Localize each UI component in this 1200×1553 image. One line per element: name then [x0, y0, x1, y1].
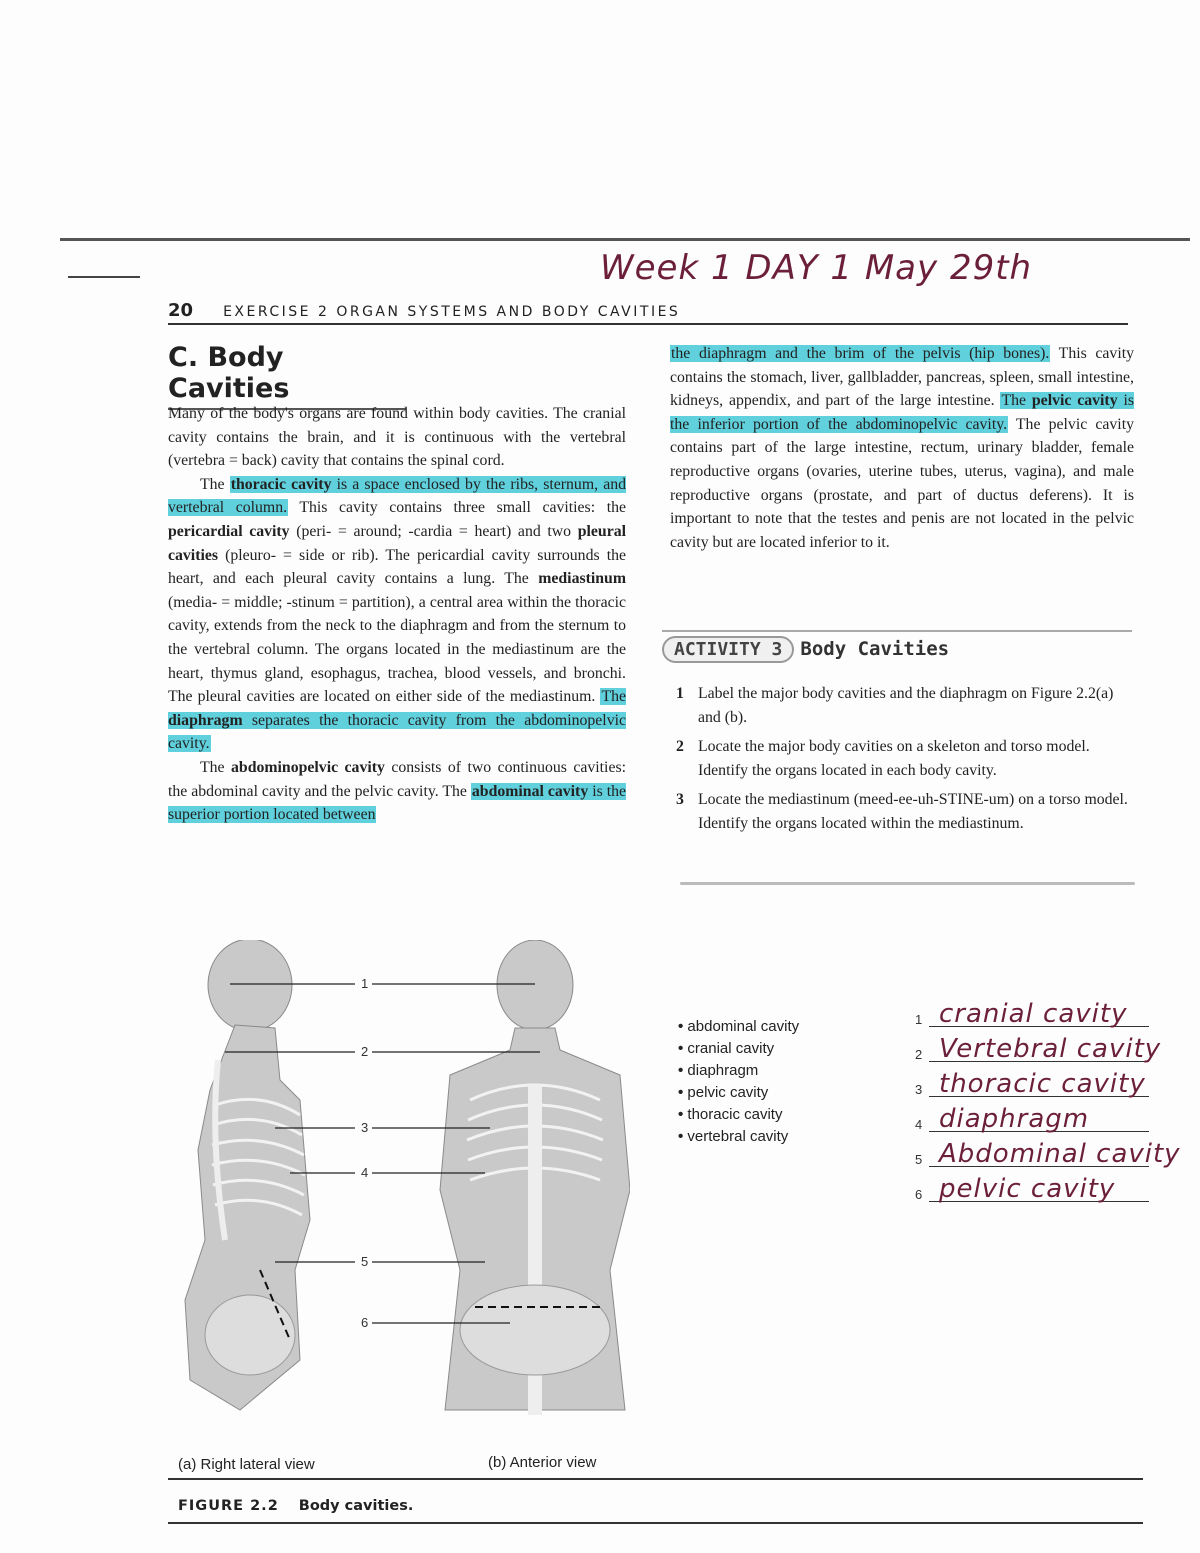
callout-number: 6: [361, 1315, 369, 1330]
handwritten-answer: thoracic cavity: [939, 1069, 1146, 1099]
callout-number: 1: [361, 976, 369, 991]
caption-lateral-view: (a) Right lateral view: [178, 1456, 315, 1473]
activity-steps: [676, 682, 1136, 842]
running-title: EXERCISE 2 ORGAN SYSTEMS AND BODY CAVITIES: [223, 304, 681, 320]
page-number: 20: [168, 300, 194, 321]
margin-mark: [68, 276, 140, 278]
text-column-left: [168, 402, 626, 827]
answer-blanks: [915, 996, 1181, 1206]
answer-row: 1 cranial cavity: [915, 996, 1175, 1031]
term-item: • vertebral cavity: [678, 1126, 799, 1148]
caption-anterior-view: (b) Anterior view: [488, 1454, 597, 1471]
callout-number: 5: [361, 1254, 369, 1269]
anterior-pelvis: [460, 1285, 610, 1375]
activity-header: [662, 630, 1132, 663]
highlight-abdominal: abdominal cavity is the superior portion located between: [168, 782, 627, 824]
activity-end-rule: [680, 882, 1135, 885]
term-list: [678, 1016, 799, 1148]
answer-row: 5 Abdominal cavity: [915, 1139, 1181, 1169]
figure-title: Body cavities.: [298, 1498, 414, 1514]
paragraph-intro: Many of the body's organs are found within body cavities. The cranial cavity contains the brain, and it is continuous with the vertebral (vertebra = back) cavity that contains the spinal cord.: [168, 405, 626, 470]
figure-label: FIGURE 2.2: [178, 1498, 279, 1514]
figure-rule-bottom: [168, 1522, 1143, 1524]
top-rule: [60, 238, 1190, 241]
answer-row: 2 Vertebral cavity: [915, 1034, 1162, 1064]
term-item: • thoracic cavity: [678, 1104, 799, 1126]
highlight-diaphragm-brim: the diaphragm and the brim of the pelvis (hip bones).: [671, 345, 1050, 362]
section-title: C. Body Cavities: [168, 342, 406, 410]
term-item: • cranial cavity: [678, 1038, 799, 1060]
handwritten-answer: diaphragm: [939, 1104, 1090, 1134]
text-column-right: [670, 342, 1134, 554]
activity-step: 1 Label the major body cavities and the diaphragm on Figure 2.2(a) and (b).: [676, 685, 1114, 726]
highlight-pelvic: The pelvic cavity is the inferior portion of the abdominopelvic cavity.: [670, 392, 1135, 433]
paragraph-abdominopelvic: The abdominopelvic cavity consists of two continuous cavities: the abdominal cavity and the pelvic cavity. The abdominal cavity is the superior portion located between: [168, 758, 627, 824]
figure-caption: [178, 1498, 413, 1514]
activity-step: 3 Locate the mediastinum (meed-ee-uh-STINE-um) on a torso model. Identify the organs located within the mediastinum.: [676, 791, 1128, 832]
figure-rule-top: [168, 1478, 1143, 1480]
callout-number: 4: [361, 1165, 369, 1180]
answer-row: 3 thoracic cavity: [915, 1066, 1175, 1101]
term-item: • diaphragm: [678, 1060, 799, 1082]
callout-number: 3: [361, 1120, 369, 1135]
running-header: [168, 300, 1128, 325]
answer-row: 4 diaphragm: [915, 1101, 1175, 1136]
highlight-diaphragm: The diaphragm separates the thoracic cavity from the abdominopelvic cavity.: [168, 688, 626, 753]
handwritten-answer: pelvic cavity: [939, 1174, 1116, 1204]
body-cavities-illustration: [180, 940, 630, 1430]
paragraph-continued: the diaphragm and the brim of the pelvis (hip bones). This cavity contains the stomach, liver, gallbladder, pancreas, spleen, small intestine, kidneys, appendix, and part of the large intestine. The pelvic cavity is the inferior portion of the abdominopelvic cavity. The pelvic cavity contains part of the large intestine, rectum, urinary bladder, female reproductive organs (ovaries, uterine tubes, uterus, vagina), and male reproductive organs (prostate, and part of ductus deferens). It is important to note that the testes and penis are not located in the pelvic cavity but are located inferior to it.: [670, 345, 1135, 551]
highlight-thoracic: thoracic cavity is a space enclosed by the ribs, sternum, and vertebral column.: [168, 475, 626, 517]
lateral-pelvis: [205, 1295, 295, 1375]
handwritten-answer: cranial cavity: [939, 999, 1128, 1029]
activity-title: Body Cavities: [800, 638, 950, 660]
handwritten-date-note: Week 1 DAY 1 May 29th: [600, 248, 1033, 288]
answer-row: 6 pelvic cavity: [915, 1171, 1175, 1206]
activity-label: ACTIVITY 3: [662, 636, 794, 663]
handwritten-answer: Abdominal cavity: [939, 1139, 1181, 1169]
handwritten-answer: Vertebral cavity: [939, 1034, 1162, 1064]
term-item: • pelvic cavity: [678, 1082, 799, 1104]
callout-number: 2: [361, 1044, 369, 1059]
activity-step: 2 Locate the major body cavities on a skeleton and torso model. Identify the organs located in each body cavity.: [676, 738, 1090, 779]
term-item: • abdominal cavity: [678, 1016, 799, 1038]
paragraph-thoracic: The thoracic cavity is a space enclosed by the ribs, sternum, and vertebral column. This cavity contains three small cavities: the pericardial cavity (peri- = around; -cardia = heart) and two pleural cavities (pleuro- = side or rib). The pericardial cavity surrounds the heart, and each pleural cavity contains a lung. The mediastinum (media- = middle; -stinum = partition), a central area within the thoracic cavity, extends from the neck to the diaphragm and from the sternum to the vertebral column. The organs located in the mediastinum are the heart, thymus gland, esophagus, trachea, blood vessels, and bronchi. The pleural cavities are located on either side of the mediastinum. The diaphragm separates the thoracic cavity from the abdominopelvic cavity.: [168, 475, 627, 753]
